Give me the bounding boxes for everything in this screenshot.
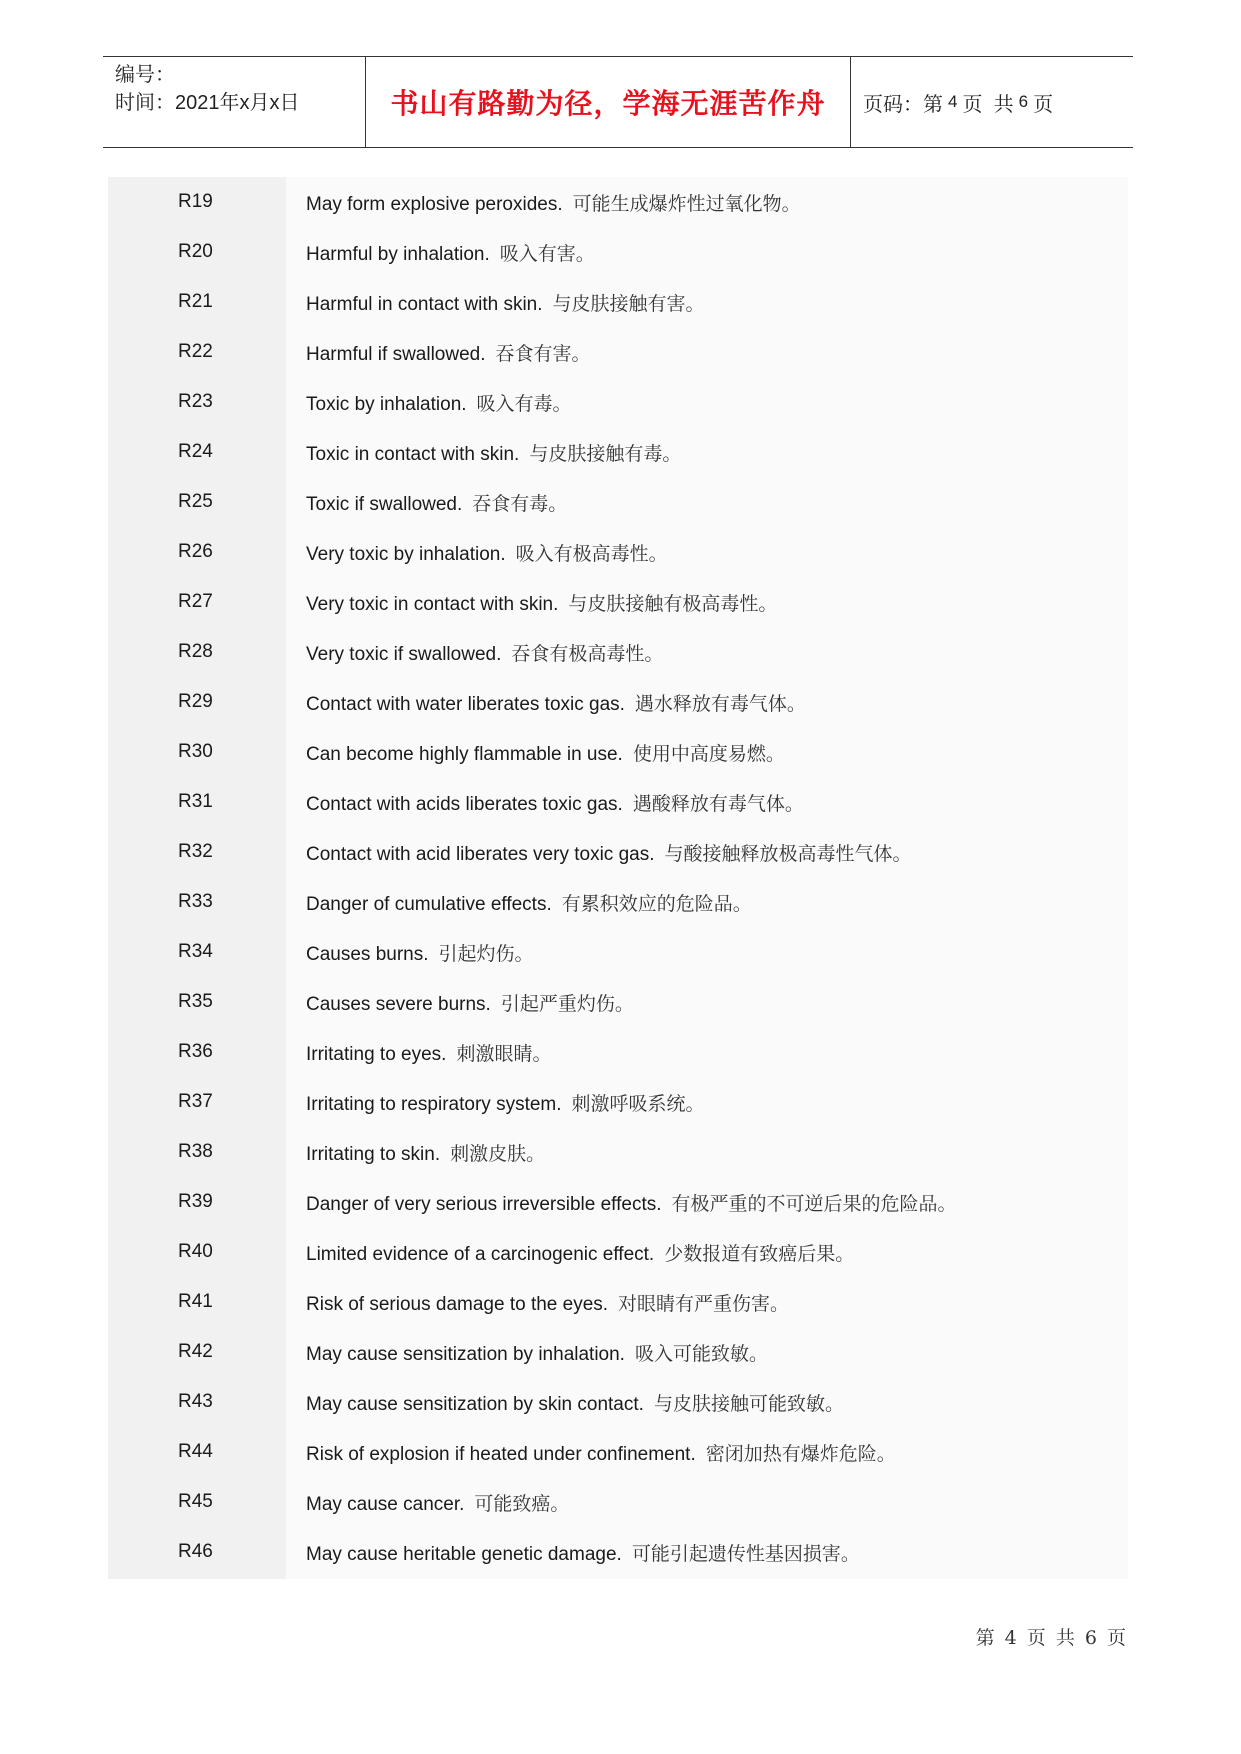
risk-description-en: May cause heritable genetic damage. (306, 1543, 622, 1565)
table-row (108, 1477, 1128, 1527)
risk-description-cn: 有极严重的不可逆后果的危险品。 (671, 1192, 957, 1215)
risk-description-cn: 吞食有害。 (495, 342, 591, 365)
risk-description-cn: 刺激眼睛。 (456, 1042, 552, 1065)
table-row (108, 1077, 1128, 1127)
risk-description-cn: 遇水释放有毒气体。 (634, 692, 806, 715)
table-row (108, 877, 1128, 927)
risk-description-cn: 有累积效应的危险品。 (561, 892, 752, 915)
table-row (108, 1427, 1128, 1477)
risk-code: R39 (178, 1191, 213, 1212)
table-row (108, 227, 1128, 277)
risk-code: R20 (178, 241, 213, 262)
risk-description-en: Harmful in contact with skin. (306, 293, 543, 315)
table-row (108, 1027, 1128, 1077)
risk-description-cn: 使用中高度易燃。 (632, 742, 785, 765)
risk-description (286, 989, 634, 1016)
risk-description-cn: 吞食有极高毒性。 (511, 642, 664, 665)
risk-code: R25 (178, 491, 213, 512)
risk-description-en: Toxic if swallowed. (306, 493, 463, 515)
risk-description-en: Danger of very serious irreversible effects. (306, 1193, 662, 1215)
header-meta (103, 57, 365, 147)
risk-code: R34 (178, 941, 213, 962)
number-label: 编号： (115, 64, 175, 86)
risk-description (286, 1339, 768, 1366)
risk-description-cn: 与皮肤接触有害。 (552, 292, 705, 315)
risk-description-en: May cause sensitization by skin contact. (306, 1393, 644, 1415)
risk-description-en: Very toxic if swallowed. (306, 643, 502, 665)
table-row (108, 827, 1128, 877)
risk-description-cn: 对眼睛有严重伤害。 (618, 1292, 790, 1315)
risk-description-cn: 引起灼伤。 (438, 942, 534, 965)
header-page-info (851, 57, 1133, 147)
risk-code: R43 (178, 1391, 213, 1412)
time-label: 时间：2021年x月x日 (115, 92, 300, 114)
risk-description-en: Causes burns. (306, 943, 429, 965)
risk-description-en: Danger of cumulative effects. (306, 893, 552, 915)
risk-description (286, 539, 668, 566)
risk-code: R45 (178, 1491, 213, 1512)
risk-description-cn: 吸入有害。 (499, 242, 595, 265)
risk-description (286, 1439, 896, 1466)
table-row (108, 427, 1128, 477)
table-row (108, 527, 1128, 577)
risk-description-cn: 与皮肤接触有毒。 (529, 442, 682, 465)
risk-code: R38 (178, 1141, 213, 1162)
table-row (108, 177, 1128, 227)
table-row (108, 1527, 1128, 1577)
risk-code: R33 (178, 891, 213, 912)
risk-description-en: Irritating to respiratory system. (306, 1093, 562, 1115)
risk-description-en: Irritating to eyes. (306, 1043, 447, 1065)
table-row (108, 777, 1128, 827)
table-row (108, 1277, 1128, 1327)
risk-code: R29 (178, 691, 213, 712)
risk-description (286, 1489, 569, 1516)
risk-code: R30 (178, 741, 213, 762)
risk-description-en: Irritating to skin. (306, 1143, 441, 1165)
risk-description (286, 939, 534, 966)
risk-description (286, 439, 681, 466)
risk-code: R27 (178, 591, 213, 612)
risk-description (286, 1239, 854, 1266)
risk-description-en: Harmful if swallowed. (306, 343, 486, 365)
risk-code: R35 (178, 991, 213, 1012)
table-row (108, 1127, 1128, 1177)
risk-description (286, 389, 572, 416)
risk-description-cn: 密闭加热有爆炸危险。 (705, 1442, 896, 1465)
risk-code: R21 (178, 291, 213, 312)
risk-description (286, 889, 752, 916)
table-row (108, 1327, 1128, 1377)
page-total: 6 (1018, 92, 1029, 111)
risk-description (286, 1139, 545, 1166)
table-row (108, 477, 1128, 527)
risk-description-cn: 吞食有毒。 (472, 492, 568, 515)
header-motto: 书山有路勤为径，学海无涯苦作舟 (365, 57, 851, 147)
risk-description (286, 489, 567, 516)
risk-description-en: Contact with water liberates toxic gas. (306, 693, 625, 715)
risk-description-en: May cause sensitization by inhalation. (306, 1343, 625, 1365)
risk-description (286, 839, 912, 866)
risk-description-cn: 吸入可能致敏。 (634, 1342, 768, 1365)
risk-description (286, 789, 804, 816)
risk-description-en: Toxic in contact with skin. (306, 443, 520, 465)
risk-description-cn: 引起严重灼伤。 (500, 992, 634, 1015)
risk-description-cn: 可能生成爆炸性过氧化物。 (572, 192, 801, 215)
risk-code: R41 (178, 1291, 213, 1312)
risk-description-cn: 吸入有极高毒性。 (515, 542, 668, 565)
page-mid: 页 共 (962, 93, 1014, 116)
risk-description-cn: 与酸接触释放极高毒性气体。 (664, 842, 912, 865)
risk-code: R37 (178, 1091, 213, 1112)
table-row (108, 627, 1128, 677)
risk-description-en: Harmful by inhalation. (306, 243, 490, 265)
table-row (108, 977, 1128, 1027)
risk-code: R36 (178, 1041, 213, 1062)
risk-description (286, 689, 806, 716)
risk-description-cn: 与皮肤接触可能致敏。 (653, 1392, 844, 1415)
risk-code: R19 (178, 191, 213, 212)
risk-description-en: Causes severe burns. (306, 993, 491, 1015)
risk-description (286, 1189, 957, 1216)
table-row (108, 1177, 1128, 1227)
risk-code: R31 (178, 791, 213, 812)
risk-description (286, 339, 591, 366)
risk-code: R32 (178, 841, 213, 862)
risk-description (286, 1089, 705, 1116)
risk-phrase-table (108, 177, 1128, 1579)
risk-description-en: Can become highly flammable in use. (306, 743, 623, 765)
table-row (108, 677, 1128, 727)
table-row (108, 577, 1128, 627)
risk-description-en: May form explosive peroxides. (306, 193, 563, 215)
risk-code: R44 (178, 1441, 213, 1462)
risk-description-en: Limited evidence of a carcinogenic effect. (306, 1243, 655, 1265)
risk-description-cn: 少数报道有致癌后果。 (664, 1242, 855, 1265)
risk-description-en: Risk of explosion if heated under confinement. (306, 1443, 696, 1465)
risk-description (286, 1039, 551, 1066)
risk-description-en: Contact with acids liberates toxic gas. (306, 793, 623, 815)
risk-description-cn: 吸入有毒。 (476, 392, 572, 415)
table-row (108, 1377, 1128, 1427)
risk-code: R22 (178, 341, 213, 362)
page-number: 4 (948, 92, 958, 111)
table-row (108, 277, 1128, 327)
table-row (108, 377, 1128, 427)
risk-description-en: Very toxic in contact with skin. (306, 593, 559, 615)
risk-description (286, 639, 663, 666)
risk-description-cn: 刺激呼吸系统。 (571, 1092, 705, 1115)
risk-description-en: Toxic by inhalation. (306, 393, 467, 415)
risk-description (286, 1289, 789, 1316)
risk-description-cn: 遇酸释放有毒气体。 (632, 792, 804, 815)
risk-description (286, 239, 595, 266)
table-row (108, 327, 1128, 377)
risk-description (286, 589, 777, 616)
table-row (108, 727, 1128, 777)
table-row (108, 1227, 1128, 1277)
page-prefix: 页码：第 (863, 93, 943, 116)
risk-description-cn: 可能引起遗传性基因损害。 (631, 1542, 860, 1565)
risk-description (286, 189, 801, 216)
risk-code: R24 (178, 441, 213, 462)
risk-description-cn: 刺激皮肤。 (450, 1142, 546, 1165)
risk-description-en: Very toxic by inhalation. (306, 543, 506, 565)
risk-description (286, 739, 785, 766)
risk-code: R23 (178, 391, 213, 412)
page-footer: 第 4 页 共 6 页 (975, 1627, 1126, 1649)
risk-code: R42 (178, 1341, 213, 1362)
page-suffix: 页 (1033, 93, 1054, 116)
risk-description-cn: 可能致癌。 (474, 1492, 570, 1515)
risk-description (286, 289, 705, 316)
risk-description-en: May cause cancer. (306, 1493, 465, 1515)
risk-description-en: Risk of serious damage to the eyes. (306, 1293, 609, 1315)
risk-description-en: Contact with acid liberates very toxic gas. (306, 843, 655, 865)
risk-code: R40 (178, 1241, 213, 1262)
risk-description-cn: 与皮肤接触有极高毒性。 (568, 592, 778, 615)
risk-description (286, 1389, 844, 1416)
page-header (103, 56, 1133, 148)
risk-description (286, 1539, 860, 1566)
risk-code: R26 (178, 541, 213, 562)
risk-code: R28 (178, 641, 213, 662)
table-row (108, 927, 1128, 977)
risk-code: R46 (178, 1541, 213, 1562)
